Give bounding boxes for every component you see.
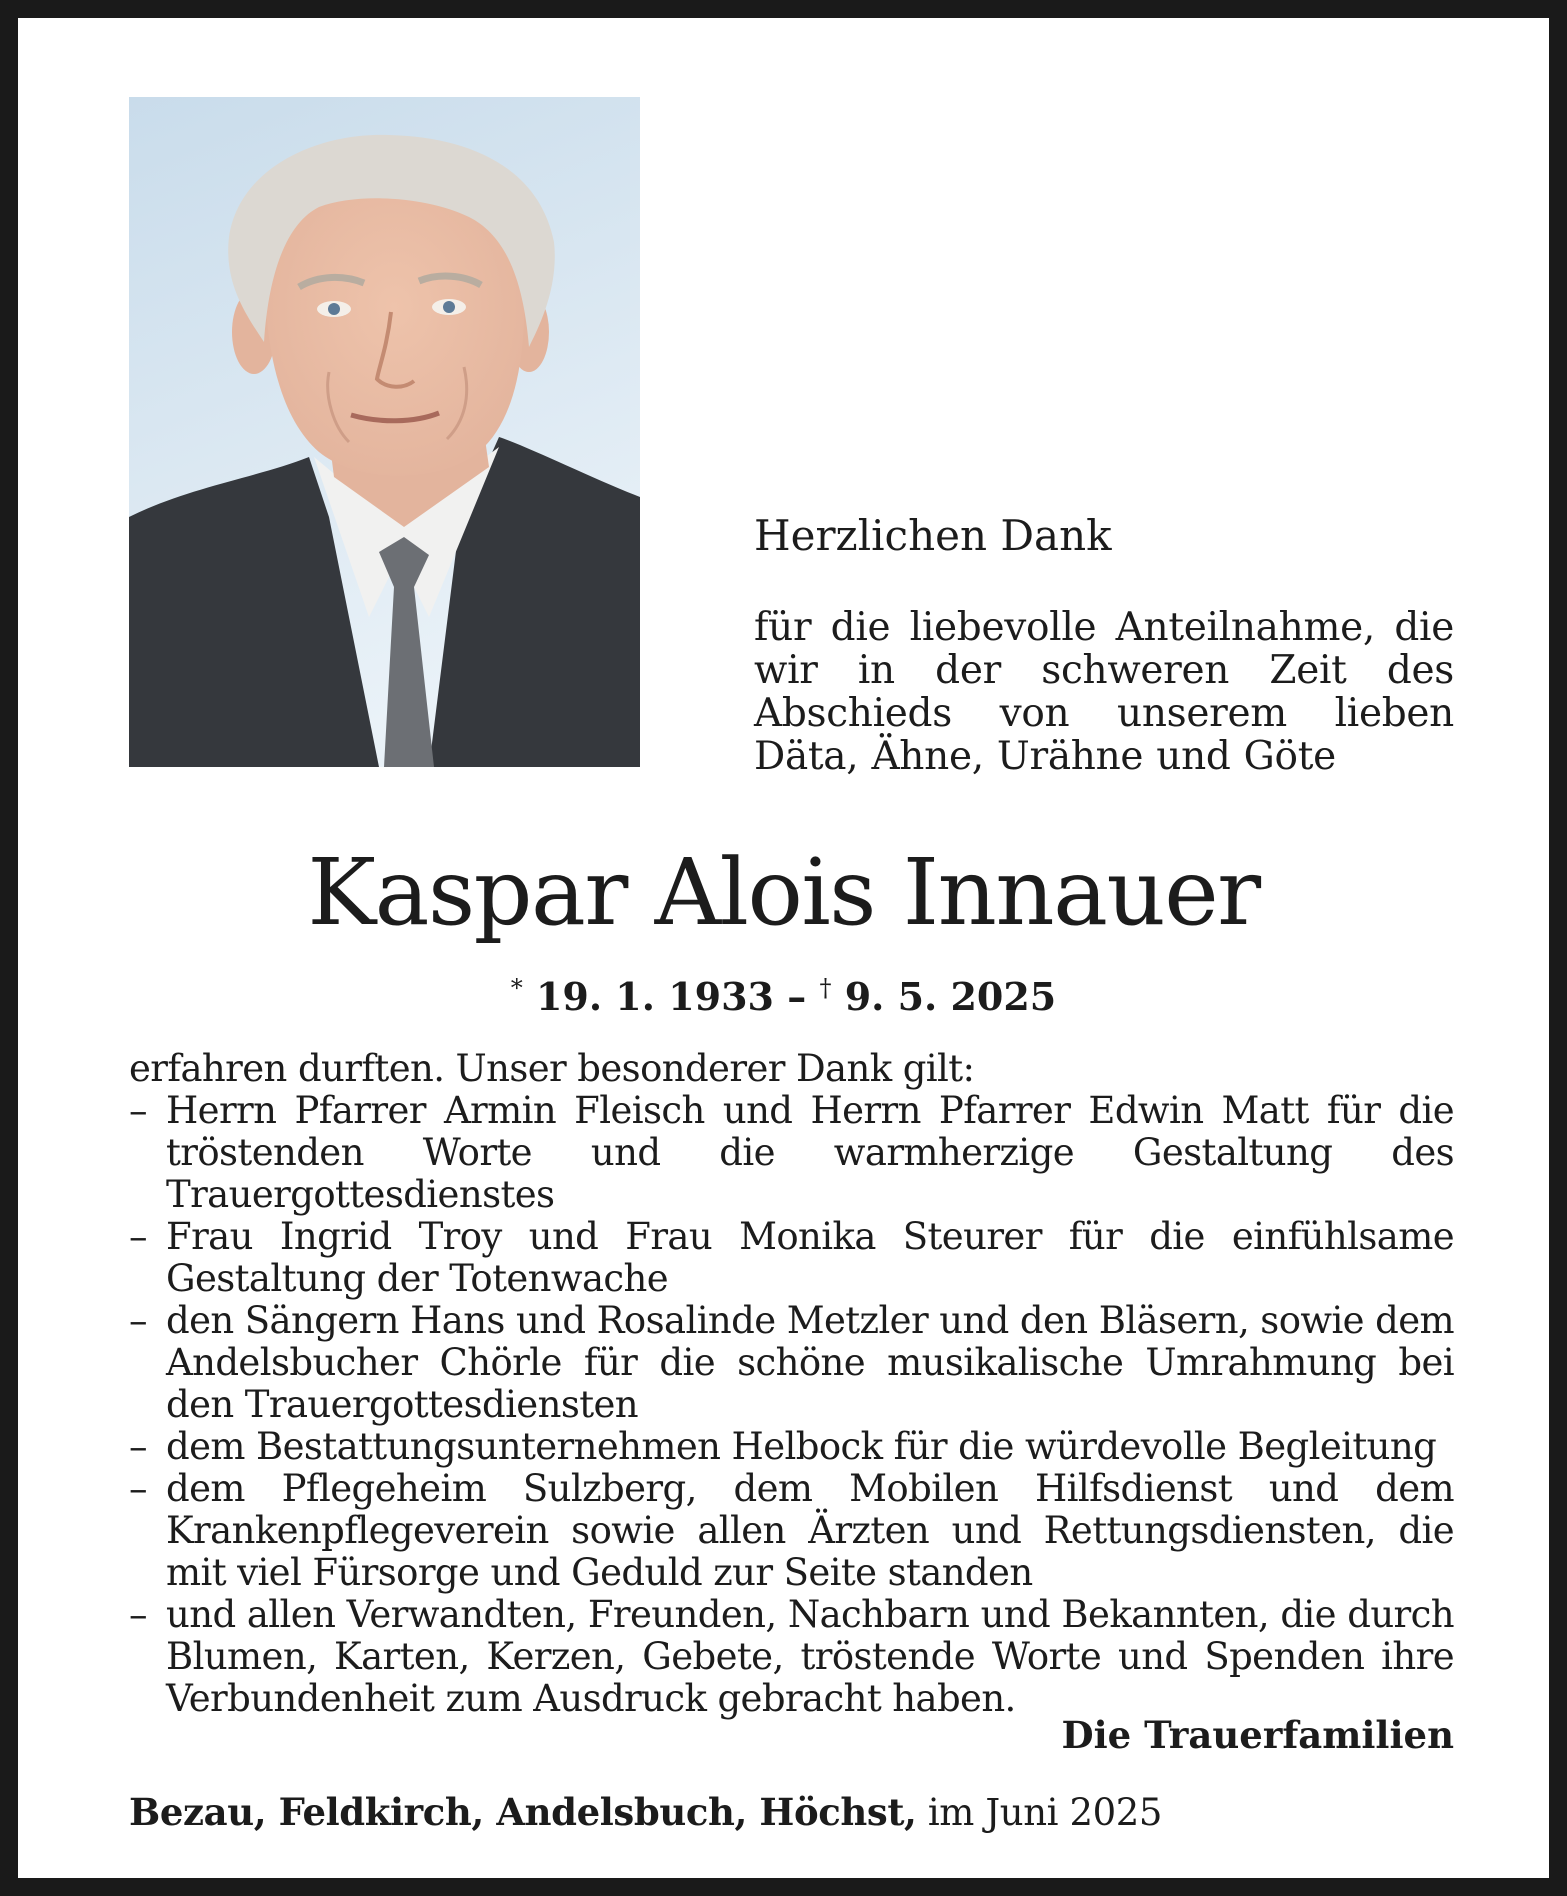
death-date: 9. 5. 2025 — [844, 974, 1057, 1019]
portrait-illustration — [129, 97, 640, 767]
portrait-photo — [129, 97, 640, 767]
list-item — [129, 1426, 1454, 1468]
dash-bullet: – — [129, 1593, 147, 1636]
list-item — [129, 1090, 1454, 1216]
list-item-text: den Sängern Hans und Rosalinde Metzler und den Bläsern, sowie dem Andelsbucher Chörle für die schöne musikalische Umrahmung bei den Trauergottesdiensten — [166, 1299, 1454, 1426]
list-item-text: dem Bestattungsunternehmen Helbock für die würdevolle Begleitung — [166, 1425, 1437, 1468]
thanks-title: Herzlichen Dank — [754, 511, 1112, 560]
date-separator: – — [787, 974, 807, 1019]
list-item — [129, 1216, 1454, 1300]
list-item-text: dem Pflegeheim Sulzberg, dem Mobilen Hilfsdienst und dem Krankenpflegeverein sowie allen Ärzten und Rettungsdiensten, die mit viel Fürsorge und Geduld zur Seite standen — [166, 1467, 1454, 1594]
dash-bullet: – — [129, 1299, 147, 1342]
iris-right — [443, 301, 455, 313]
life-dates — [18, 964, 1549, 1021]
dash-bullet: – — [129, 1425, 147, 1468]
intro-text: für die liebevolle Anteilnahme, die wir in der schweren Zeit des Abschieds von unserem lieben Däta, Ähne, Urähne und Göte — [754, 605, 1454, 779]
dash-bullet: – — [129, 1089, 147, 1132]
death-symbol: † — [819, 974, 832, 1002]
list-item-text: Frau Ingrid Troy und Frau Monika Steurer für die einfühlsame Gestaltung der Totenwache — [166, 1215, 1454, 1300]
footer-places: Bezau, Feldkirch, Andelsbuch, Höchst, — [129, 1790, 917, 1834]
list-item-text: Herrn Pfarrer Armin Fleisch und Herrn Pfarrer Edwin Matt für die tröstenden Worte und die warmherzige Gestaltung des Trauergottesdienstes — [166, 1089, 1454, 1216]
footer — [129, 1790, 1162, 1835]
iris-left — [328, 303, 340, 315]
birth-symbol: * — [510, 974, 523, 1002]
dash-bullet: – — [129, 1467, 147, 1510]
signature: Die Trauerfamilien — [1061, 1713, 1454, 1757]
thanks-lead: erfahren durften. Unser besonderer Dank gilt: — [129, 1047, 975, 1090]
list-item — [129, 1594, 1454, 1720]
obituary-card — [18, 18, 1549, 1878]
thanks-list — [129, 1090, 1454, 1720]
birth-date: 19. 1. 1933 — [535, 974, 774, 1019]
thanks-body — [129, 1048, 1454, 1720]
deceased-name: Kaspar Alois Innauer — [307, 839, 1260, 946]
list-item — [129, 1300, 1454, 1426]
list-item — [129, 1468, 1454, 1594]
dash-bullet: – — [129, 1215, 147, 1258]
footer-date: im Juni 2025 — [927, 1791, 1163, 1834]
list-item-text: und allen Verwandten, Freunden, Nachbarn und Bekannten, die durch Blumen, Karten, Kerzen, Gebete, tröstende Worte und Spenden ihre Verbundenheit zum Ausdruck gebracht haben. — [166, 1593, 1454, 1720]
